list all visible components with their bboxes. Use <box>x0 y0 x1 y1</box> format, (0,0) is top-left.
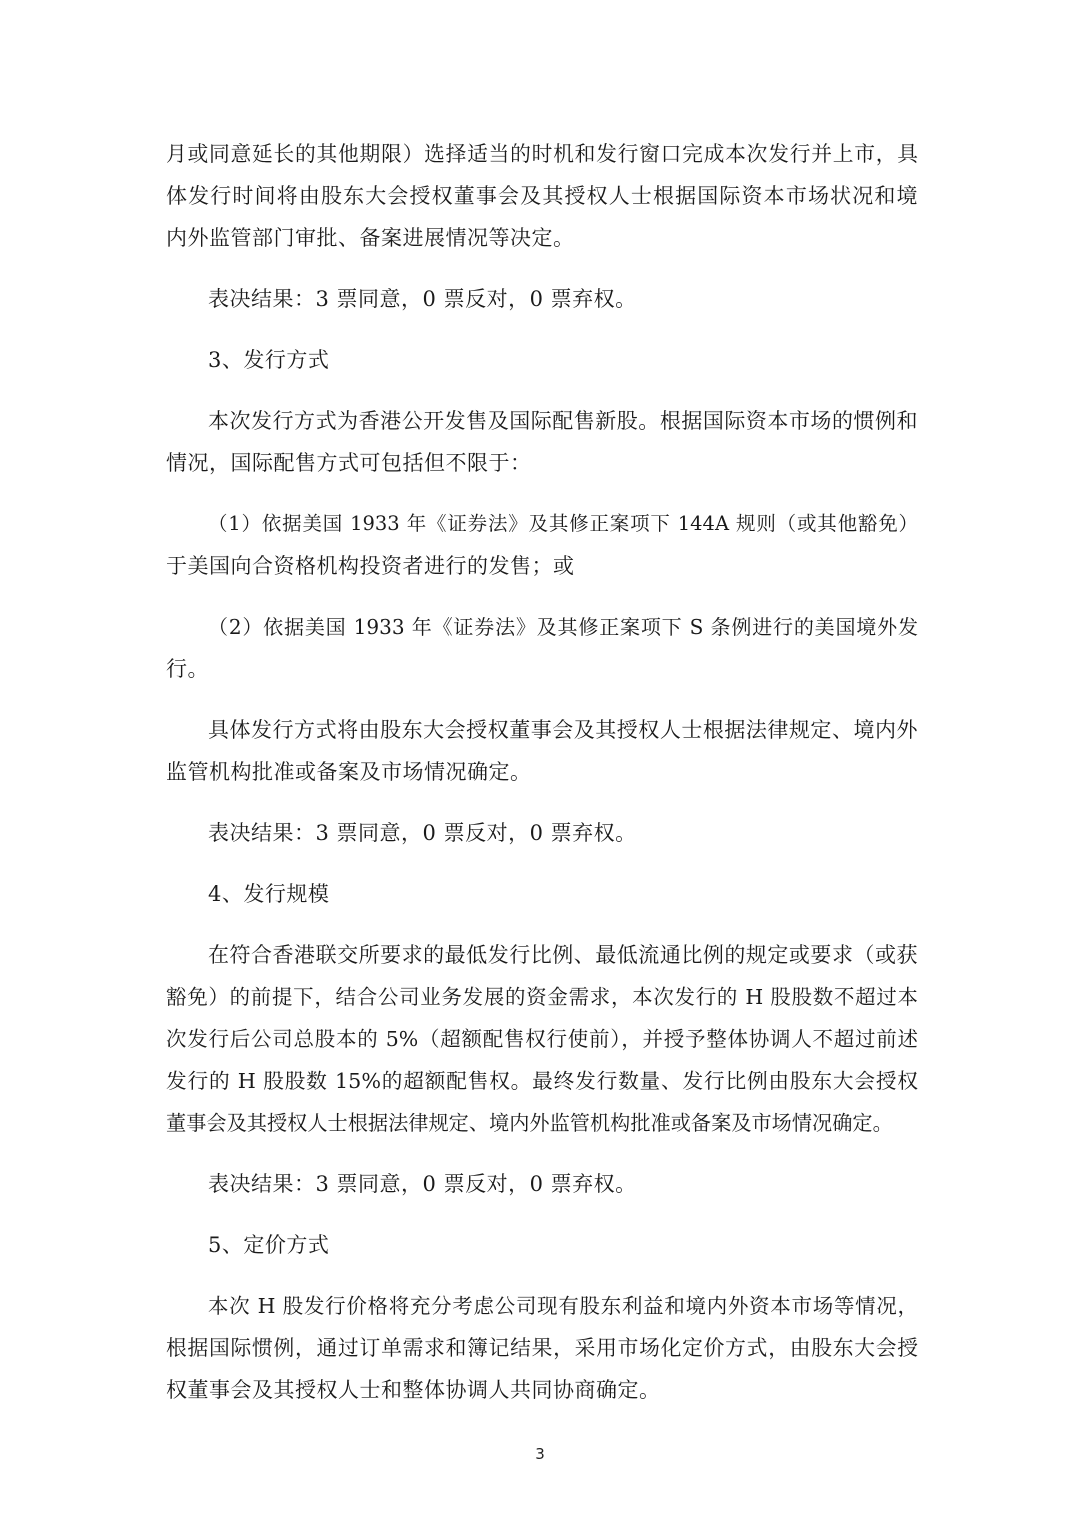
text-line: 豁免）的前提下，结合公司业务发展的资金需求，本次发行的 H 股股数不超过本 <box>166 985 918 1009</box>
paragraph-rule-144a <box>166 503 918 587</box>
text-line: 权董事会及其授权人士和整体协调人共同协商确定。 <box>166 1378 661 1402</box>
text-line: 发行的 H 股股数 15%的超额配售权。最终发行数量、发行比例由股东大会授权 <box>166 1069 918 1093</box>
text-line: 表决结果：3 票同意，0 票反对，0 票弃权。 <box>208 821 637 845</box>
paragraph-vote-result <box>166 1163 918 1205</box>
text-line: 3、发行方式 <box>208 348 330 372</box>
text-line: 行。 <box>166 657 209 681</box>
paragraph-issuance-size <box>166 934 918 1144</box>
text-line: 体发行时间将由股东大会授权董事会及其授权人士根据国际资本市场状况和境 <box>166 184 918 208</box>
paragraph-regulation-s <box>166 606 918 690</box>
section-heading-issuance-size <box>166 873 918 915</box>
text-line: 5、定价方式 <box>208 1233 330 1257</box>
text-line: 情况，国际配售方式可包括但不限于： <box>166 451 532 475</box>
text-line: 在符合香港联交所要求的最低发行比例、最低流通比例的规定或要求（或获 <box>208 943 918 967</box>
section-heading-pricing-method <box>166 1224 918 1266</box>
text-line: （1）依据美国 1933 年《证券法》及其修正案项下 144A 规则（或其他豁免） <box>208 512 918 535</box>
document-body <box>166 133 918 1411</box>
section-heading-issuance-method <box>166 339 918 381</box>
text-line: 月或同意延长的其他期限）选择适当的时机和发行窗口完成本次发行并上市，具 <box>166 142 918 166</box>
text-line: 表决结果：3 票同意，0 票反对，0 票弃权。 <box>208 1172 637 1196</box>
text-line: （2）依据美国 1933 年《证券法》及其修正案项下 S 条例进行的美国境外发 <box>208 615 918 639</box>
paragraph-issuance-timing <box>166 133 918 259</box>
text-line: 本次发行方式为香港公开发售及国际配售新股。根据国际资本市场的惯例和 <box>208 409 918 433</box>
paragraph-issuance-method <box>166 400 918 484</box>
text-line: 4、发行规模 <box>208 882 330 906</box>
paragraph-vote-result <box>166 278 918 320</box>
paragraph-pricing-method <box>166 1285 918 1411</box>
text-line: 根据国际惯例，通过订单需求和簿记结果，采用市场化定价方式，由股东大会授 <box>166 1336 918 1360</box>
text-line: 本次 H 股发行价格将充分考虑公司现有股东利益和境内外资本市场等情况， <box>208 1294 918 1318</box>
text-line: 次发行后公司总股本的 5%（超额配售权行使前），并授予整体协调人不超过前述 <box>166 1027 918 1051</box>
paragraph-vote-result <box>166 812 918 854</box>
text-line: 监管机构批准或备案及市场情况确定。 <box>166 760 532 784</box>
text-line: 具体发行方式将由股东大会授权董事会及其授权人士根据法律规定、境内外 <box>208 718 918 742</box>
text-line: 于美国向合资格机构投资者进行的发售；或 <box>166 554 575 578</box>
text-line: 表决结果：3 票同意，0 票反对，0 票弃权。 <box>208 287 637 311</box>
paragraph-method-determination <box>166 709 918 793</box>
text-line: 内外监管部门审批、备案进展情况等决定。 <box>166 226 575 250</box>
page-number: 3 <box>535 1445 545 1463</box>
text-line: 董事会及其授权人士根据法律规定、境内外监管机构批准或备案及市场情况确定。 <box>166 1111 893 1135</box>
